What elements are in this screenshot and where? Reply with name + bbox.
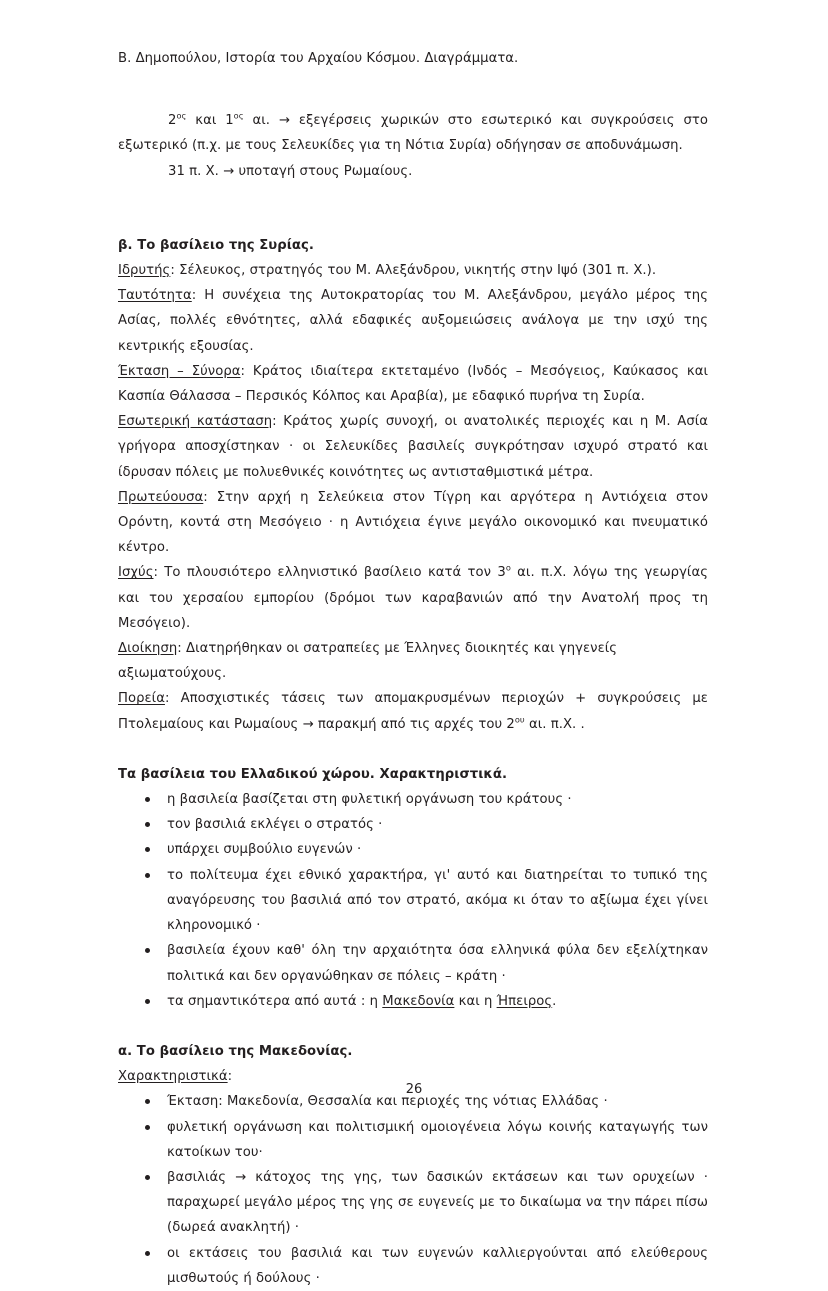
list-item-middle: και η	[454, 993, 497, 1009]
list-item: υπάρχει συμβούλιο ευγενών ·	[118, 837, 708, 862]
entry-separator: :	[203, 489, 217, 505]
entry-text: Στην αρχή η Σελεύκεια στον Τίγρη και αργότερα η Αντιόχεια στον Ορόντη, κοντά στη Μεσόγειο · η Αντιόχεια έγινε μεγάλο οικονομικό και πνευματικό κέντρο.	[118, 489, 708, 556]
heading-macedonia: α. Το βασίλειο της Μακεδονίας.	[118, 1043, 353, 1059]
intro-paragraph-2: 31 π. Χ. → υποταγή στους Ρωμαίους.	[168, 163, 413, 179]
entry-text-a: Το πλουσιότερο ελληνιστικό βασίλειο κατά τον 3	[164, 565, 506, 581]
entry-text: Διατηρήθηκαν οι σατραπείες με Έλληνες διοικητές και γηγενείς αξιωματούχους.	[118, 641, 618, 682]
entry-separator: :	[240, 363, 253, 379]
entry-label: Διοίκηση	[118, 641, 178, 657]
entry-idrytis	[118, 258, 708, 283]
entry-taftotita	[118, 283, 708, 359]
entry-separator: :	[272, 414, 284, 430]
entry-label: Εσωτερική κατάσταση	[118, 414, 273, 430]
spacer	[118, 221, 708, 233]
entry-text: Σέλευκος, στρατηγός του Μ. Αλεξάνδρου, νικητής στην Ιψό (301 π. Χ.).	[179, 263, 657, 279]
entry-label: Ισχύς	[118, 565, 154, 581]
entry-label: Έκταση – Σύνορα	[118, 363, 241, 379]
list-item: η βασιλεία βασίζεται στη φυλετική οργάνωση του κράτους ·	[118, 787, 708, 812]
entry-separator: :	[191, 288, 205, 304]
list-item: βασιλιάς → κάτοχος της γης, των δασικών εκτάσεων και των ορυχείων · παραχωρεί μεγάλο μέρος της γης σε ευγενείς με το δικαίωμα να την πάρει πίσω (δωρεά ανακλητή) ·	[118, 1165, 708, 1241]
spacer	[118, 184, 708, 221]
entry-text: Κράτος χωρίς συνοχή, οι ανατολικές περιοχές και η Μ. Ασία γρήγορα αποσχίστηκαν · οι Σελευκίδες βασιλείς συγκρότησαν ισχυρό στρατό και ίδρυσαν πόλεις με πολυεθνικές κοινότητες ως αντισταθμιστικά μέτρα.	[118, 414, 708, 480]
entry-ektasi-synora	[118, 359, 708, 409]
heading-elladikos-xoros: Τα βασίλεια του Ελλαδικού χώρου. Χαρακτηριστικά.	[118, 766, 508, 782]
entry-text: Κράτος ιδιαίτερα εκτεταμένο (Ινδός – Μεσόγειος, Καύκασος και Κασπία Θάλασσα – Περσικός Κόλπος και Αραβία), με εδαφικό πυρήνα τη Συρία.	[118, 363, 708, 405]
intro-text-rest: αι. → εξεγέρσεις χωρικών στο εσωτερικό και συγκρούσεις στο εξωτερικό (π.χ. με τους Σελευκίδες για τη Νότια Συρία) οδήγησαν σε αποδυνάμωση.	[118, 113, 708, 154]
spacer	[118, 71, 708, 108]
entry-text: Η συνέχεια της Αυτοκρατορίας του Μ. Αλεξάνδρου, μεγάλο μέρος της Ασίας, πολλές εθνότητες, αλλά εδαφικές αυξομειώσεις ανάλογα με την ισχύ της κεντρικής εξουσίας.	[118, 288, 708, 354]
intro-sup-1: ος	[176, 110, 187, 121]
list-item: βασιλεία έχουν καθ' όλη την αρχαιότητα όσα ελληνικά φύλα δεν εξελίχτηκαν πολιτικά και δεν οργανώθηκαν σε πόλεις – κράτη ·	[118, 938, 708, 988]
entry-sup-ordinal: ο	[505, 563, 511, 574]
heading-syria: β. Το βασίλειο της Συρίας.	[118, 237, 314, 253]
entry-poreia: Πορεία: Αποσχιστικές τάσεις των απομακρυσμένων περιοχών + συγκρούσεις με Πτολεμαίους και Ρωμαίους → παρακμή από τις αρχές του $2^{o\upsilon}$ αι. π.Χ. .	[118, 691, 708, 732]
spacer	[118, 737, 708, 762]
subheading-separator: :	[227, 1069, 233, 1085]
intro-sup-2: ος	[233, 110, 244, 121]
intro-conjunction: και 1	[186, 113, 234, 129]
term-makedonia: Μακεδονία	[382, 993, 455, 1009]
entry-text-b: αι. π.Χ. .	[524, 716, 585, 732]
list-item-last	[118, 989, 708, 1014]
list-item: τον βασιλιά εκλέγει ο στρατός ·	[118, 812, 708, 837]
intro-century-2: 2	[168, 113, 177, 129]
entry-esoteriki-katastasi	[118, 409, 708, 485]
list-item: οι εκτάσεις του βασιλιά και των ευγενών καλλιεργούνται από ελεύθερους μισθωτούς ή δούλους ·	[118, 1241, 708, 1291]
entry-separator: :	[170, 263, 180, 279]
list-item: το πολίτευμα έχει εθνικό χαρακτήρα, γι' αυτό και διατηρείται το τυπικό της αναγόρευσης του βασιλιά από τον στρατό, ακόμα κι όταν το αξίωμα έχει γίνει κληρονομικό ·	[118, 863, 708, 939]
document-header: Β. Δημοπούλου, Ιστορία του Αρχαίου Κόσμου. Διαγράμματα.	[118, 51, 519, 66]
entry-label: Πορεία	[118, 691, 165, 707]
term-ipeiros: Ήπειρος	[496, 993, 553, 1009]
entry-text-a: Αποσχιστικές τάσεις των απομακρυσμένων περιοχών + συγκρούσεις με Πτολεμαίους και Ρωμαίους → παρακμή από τις αρχές του 2	[118, 691, 708, 732]
entry-protevousa	[118, 485, 708, 561]
subheading-label: Χαρακτηριστικά	[118, 1069, 228, 1085]
intro-paragraph-1	[118, 108, 708, 158]
list-item: φυλετική οργάνωση και πολιτισμική ομοιογένεια λόγω κοινής καταγωγής των κατοίκων του·	[118, 1115, 708, 1165]
page-number: 26	[405, 1082, 423, 1097]
entry-label: Ταυτότητα	[118, 288, 192, 304]
entry-label: Πρωτεύουσα	[118, 489, 204, 505]
entry-label: Ιδρυτής	[118, 263, 171, 279]
entry-text-b: αι. π.Χ. λόγω της γεωργίας και του χερσαίου εμπορίου (δρόμοι των καραβανιών από την Ανατολή προς τη Μεσόγειο).	[118, 565, 708, 631]
entry-sup-ordinal: ου	[514, 714, 525, 725]
entry-ischys: Ισχύς: Το πλουσιότερο ελληνιστικό βασίλειο κατά τον $3^o$ αι. π.Χ. λόγω της γεωργίας και του χερσαίου εμπορίου (δρόμοι των καραβανιών από την Ανατολή προς τη Μεσόγειο).	[118, 563, 708, 631]
bullet-list-macedonia	[118, 1089, 708, 1291]
spacer	[118, 1014, 708, 1039]
list-item-suffix: .	[552, 993, 557, 1009]
document-body	[118, 46, 708, 1291]
entry-dioikisi: Διοίκηση: Διατηρήθηκαν οι σατραπείες με Έλληνες διοικητές και γηγενείς αξιωματούχους.	[118, 641, 618, 682]
list-item-prefix: τα σημαντικότερα από αυτά : η	[167, 993, 383, 1009]
list-item: Έκταση: Μακεδονία, Θεσσαλία και περιοχές της νότιας Ελλάδας ·	[118, 1089, 708, 1114]
bullet-list-elladikos	[118, 787, 708, 1014]
